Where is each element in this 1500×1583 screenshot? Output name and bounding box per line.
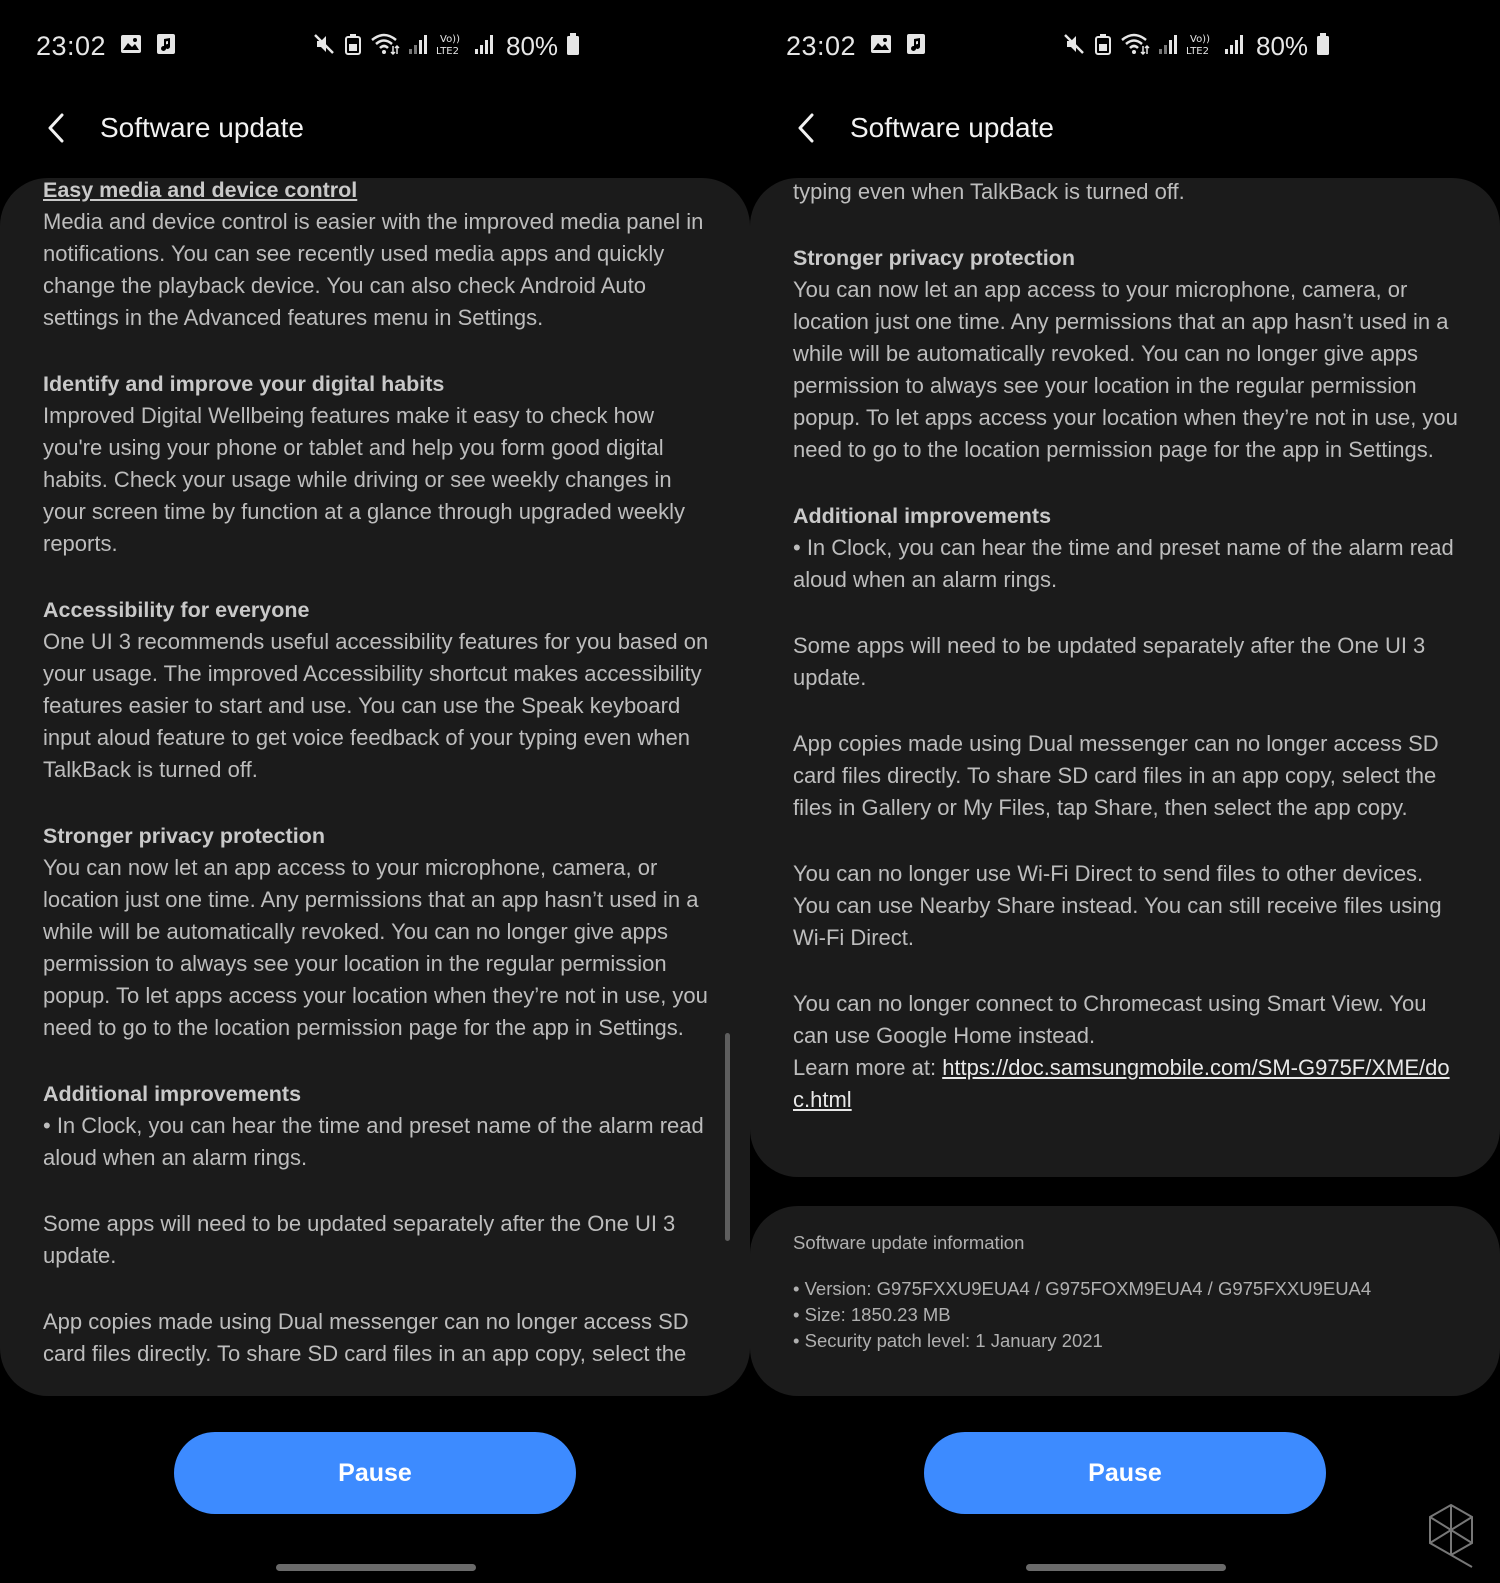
info-size: • Size: 1850.23 MB: [793, 1304, 951, 1325]
right-screen: [750, 0, 1500, 1583]
image-icon: [870, 33, 892, 60]
learn-more-link[interactable]: https://doc.samsungmobile.com/SM-G975F/XME/doc.html: [793, 1055, 1450, 1112]
watermark-logo: [1428, 1503, 1474, 1569]
svg-text:Vo)): Vo)): [1190, 33, 1210, 45]
learn-more-label: Learn more at:: [793, 1055, 943, 1080]
svg-text:LTE2: LTE2: [436, 45, 459, 56]
section-body: Improved Digital Wellbeing features make it easy to check how you're using your phone or tablet and help you form good digital habits. Check your usage while driving or see weekly changes in your screen time by function at a glance through upgraded weekly reports.: [43, 403, 686, 556]
section-heading: Additional improvements: [43, 1082, 302, 1106]
section-body: • In Clock, you can hear the time and preset name of the alarm read aloud when an alarm rings.: [793, 535, 1454, 592]
section-body: Media and device control is easier with the improved media panel in notifications. You can see recently used media apps and quickly change the playback device. You can also check Android Auto settings in the Advanced features menu in Settings.: [43, 209, 704, 330]
section-heading: Additional improvements: [793, 504, 1052, 528]
info-version: • Version: G975FXXU9EUA4 / G975FOXM9EUA4 / G975FXXU9EUA4: [793, 1278, 1372, 1299]
learn-more-line: [793, 1052, 1464, 1116]
page-title: Software update: [850, 112, 1054, 143]
signal-icon: [408, 33, 428, 60]
volte-icon: [436, 32, 466, 61]
section-heading: Identify and improve your digital habits: [43, 372, 445, 396]
release-notes-card: [750, 178, 1500, 1177]
music-note-icon: [906, 33, 926, 60]
section-heading: Stronger privacy protection: [43, 824, 325, 848]
scrollbar[interactable]: [725, 1033, 730, 1241]
status-bar: [36, 26, 714, 66]
lock-battery-icon: [1094, 32, 1112, 61]
paragraph: App copies made using Dual messenger can no longer access SD card files directly. To share SD card files in an app copy, select the: [43, 1309, 689, 1366]
signal-icon: [1158, 33, 1178, 60]
section-body: You can now let an app access to your microphone, camera, or location just one time. Any permissions that an app hasn’t used in a while will be automatically revoked. You can no longer give apps permission to always see your location in the regular permission popup. To let apps access your location when they’re not in use, you need to go to the location permission page for the app in Settings.: [43, 855, 708, 1040]
signal-icon: [474, 33, 494, 60]
chevron-left-icon: [46, 112, 66, 144]
paragraph: Some apps will need to be updated separately after the One UI 3 update.: [43, 1211, 676, 1268]
lock-battery-icon: [344, 32, 362, 61]
battery-percent: 80%: [506, 30, 559, 61]
section-heading: Easy media and device control: [43, 178, 358, 202]
app-header: [0, 100, 750, 156]
section-body: One UI 3 recommends useful accessibility features for you based on your usage. The improved Accessibility shortcut makes accessibility features easier to start and use. You can use the Speak keyboard input aloud feature to get voice feedback of your typing even when TalkBack is turned off.: [43, 629, 709, 782]
release-notes-content: [793, 178, 1464, 1116]
section-heading: Stronger privacy protection: [793, 246, 1075, 270]
paragraph: Some apps will need to be updated separately after the One UI 3 update.: [793, 633, 1426, 690]
volte-icon: [1186, 32, 1216, 61]
page-title: Software update: [100, 112, 304, 143]
paragraph: App copies made using Dual messenger can no longer access SD card files directly. To share SD card files in an app copy, select the files in Gallery or My Files, tap Share, then select the app copy.: [793, 731, 1439, 820]
image-icon: [120, 33, 142, 60]
status-bar: [786, 26, 1464, 66]
section-body: You can now let an app access to your microphone, camera, or location just one time. Any permissions that an app hasn’t used in a while will be automatically revoked. You can no longer give apps permission to always see your location in the regular permission popup. To let apps access your location when they’re not in use, you need to go to the location permission page for the app in Settings.: [793, 277, 1458, 462]
svg-text:LTE2: LTE2: [1186, 45, 1209, 56]
release-notes-card: [0, 178, 750, 1396]
paragraph: You can no longer connect to Chromecast using Smart View. You can use Google Home instead.: [793, 991, 1427, 1048]
mute-icon: [312, 32, 336, 61]
music-note-icon: [156, 33, 176, 60]
battery-percent: 80%: [1256, 30, 1309, 61]
status-time: 23:02: [36, 30, 107, 61]
chevron-left-icon: [796, 112, 816, 144]
wifi-icon: [1120, 32, 1150, 61]
battery-icon: [566, 32, 580, 61]
back-button[interactable]: [786, 103, 826, 153]
battery-icon: [1316, 32, 1330, 61]
paragraph: You can no longer use Wi-Fi Direct to send files to other devices. You can use Nearby Share instead. You can still receive files using Wi-Fi Direct.: [793, 861, 1442, 950]
home-indicator[interactable]: [1026, 1564, 1226, 1571]
info-title: Software update information: [793, 1232, 1025, 1253]
back-button[interactable]: [36, 103, 76, 153]
mute-icon: [1062, 32, 1086, 61]
release-notes-content: [43, 178, 714, 1370]
update-info-card: [750, 1206, 1500, 1396]
signal-icon: [1224, 33, 1244, 60]
info-security-patch: • Security patch level: 1 January 2021: [793, 1330, 1103, 1351]
home-indicator[interactable]: [276, 1564, 476, 1571]
section-heading: Accessibility for everyone: [43, 598, 310, 622]
status-time: 23:02: [786, 30, 857, 61]
pause-button[interactable]: Pause: [174, 1432, 576, 1514]
app-header: [750, 100, 1500, 156]
svg-text:Vo)): Vo)): [440, 33, 460, 45]
wifi-icon: [370, 32, 400, 61]
section-body: • In Clock, you can hear the time and preset name of the alarm read aloud when an alarm rings.: [43, 1113, 704, 1170]
paragraph: typing even when TalkBack is turned off.: [793, 179, 1185, 204]
pause-button[interactable]: Pause: [924, 1432, 1326, 1514]
